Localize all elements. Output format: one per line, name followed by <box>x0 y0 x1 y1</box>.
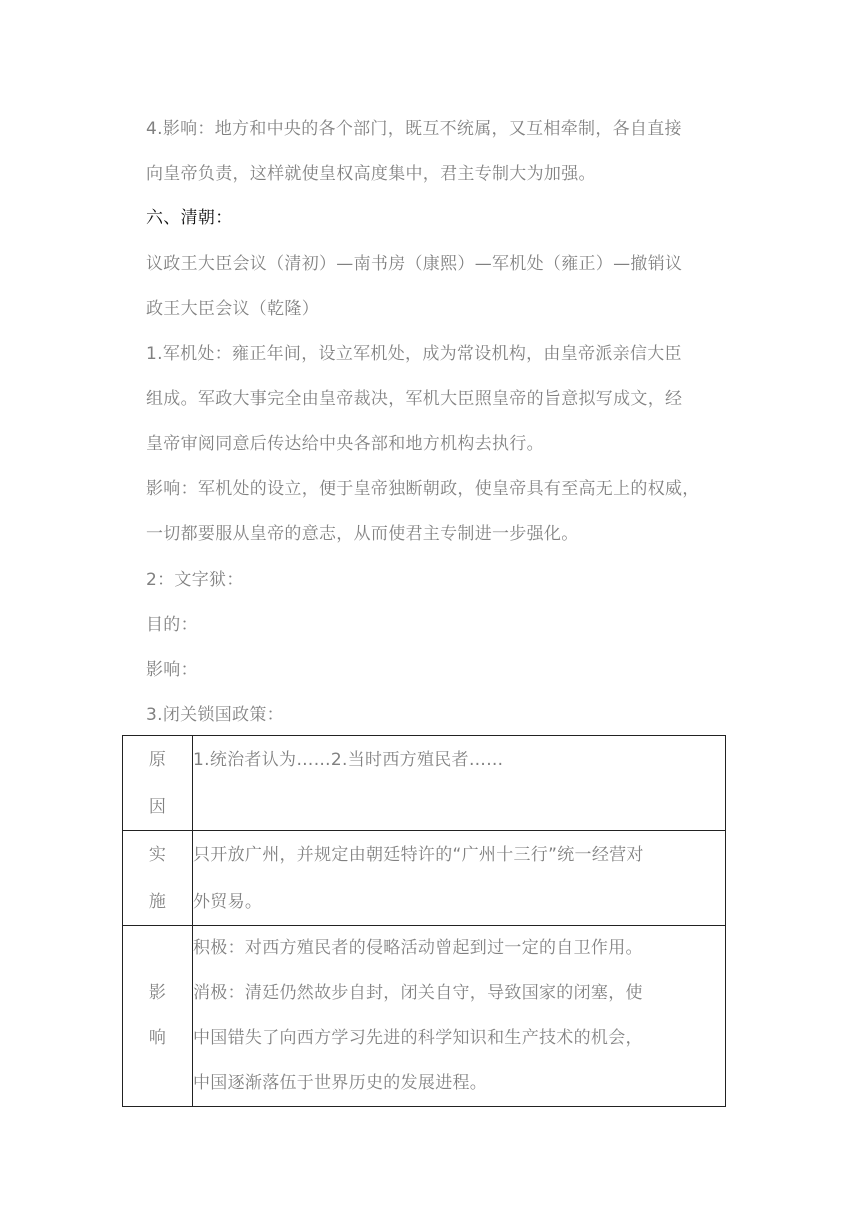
section-heading-qing: 六、清朝： <box>146 208 233 228</box>
table-row <box>123 831 726 926</box>
table-row <box>123 926 726 1107</box>
paragraph-line: 议政王大臣会议（清初）—南书房（康熙）—军机处（雍正）—撤销议 <box>146 254 683 274</box>
table-row <box>123 736 726 831</box>
paragraph-line: 3.闭关锁国政策： <box>146 705 284 725</box>
cell-line: 1.统治者认为……2.当时西方殖民者…… <box>193 750 504 770</box>
cell-line: 中国逐渐落伍于世界历史的发展进程。 <box>193 1073 488 1093</box>
paragraph-line: 组成。军政大事完全由皇帝裁决，军机大臣照皇帝的旨意拟写成文，经 <box>146 389 683 409</box>
paragraph-line: 政王大臣会议（乾隆） <box>146 299 319 319</box>
label-char: 实 <box>148 845 167 865</box>
paragraph-line: 向皇帝负责，这样就使皇权高度集中，君主专制大为加强。 <box>146 164 596 184</box>
paragraph-line: 影响：军机处的设立，便于皇帝独断朝政，使皇帝具有至高无上的权威， <box>146 479 700 499</box>
label-char: 因 <box>148 797 167 817</box>
cell-line: 中国错失了向西方学习先进的科学知识和生产技术的机会， <box>193 1028 643 1048</box>
cell-line: 积极：对西方殖民者的侵略活动曾起到过一定的自卫作用。 <box>193 938 643 958</box>
paragraph-line: 2：文字狱： <box>146 570 244 590</box>
paragraph-line: 皇帝审阅同意后传达给中央各部和地方机构去执行。 <box>146 434 544 454</box>
label-char: 响 <box>148 1028 167 1048</box>
paragraph-line: 1.军机处：雍正年间，设立军机处，成为常设机构，由皇帝派亲信大臣 <box>146 344 682 364</box>
label-char: 原 <box>148 750 167 770</box>
label-char: 施 <box>148 892 167 912</box>
paragraph-line: 4.影响：地方和中央的各个部门，既互不统属，又互相牵制，各自直接 <box>146 119 682 139</box>
row-label-cause <box>123 736 193 831</box>
row-label-impact <box>123 926 193 1107</box>
row-content-impact <box>193 926 726 1107</box>
row-label-implementation <box>123 831 193 926</box>
paragraph-line: 目的： <box>146 615 198 635</box>
cell-line: 消极：清廷仍然故步自封，闭关自守，导致国家的闭塞，使 <box>193 983 643 1003</box>
paragraph-line: 影响： <box>146 660 198 680</box>
row-content-cause <box>193 736 726 831</box>
row-content-implementation <box>193 831 726 926</box>
paragraph-line: 一切都要服从皇帝的意志，从而使君主专制进一步强化。 <box>146 524 579 544</box>
closed-door-policy-table <box>122 735 726 1107</box>
label-char: 影 <box>148 983 167 1003</box>
cell-line: 只开放广州，并规定由朝廷特许的“广州十三行”统一经营对 <box>193 845 644 865</box>
cell-line: 外贸易。 <box>193 892 263 912</box>
